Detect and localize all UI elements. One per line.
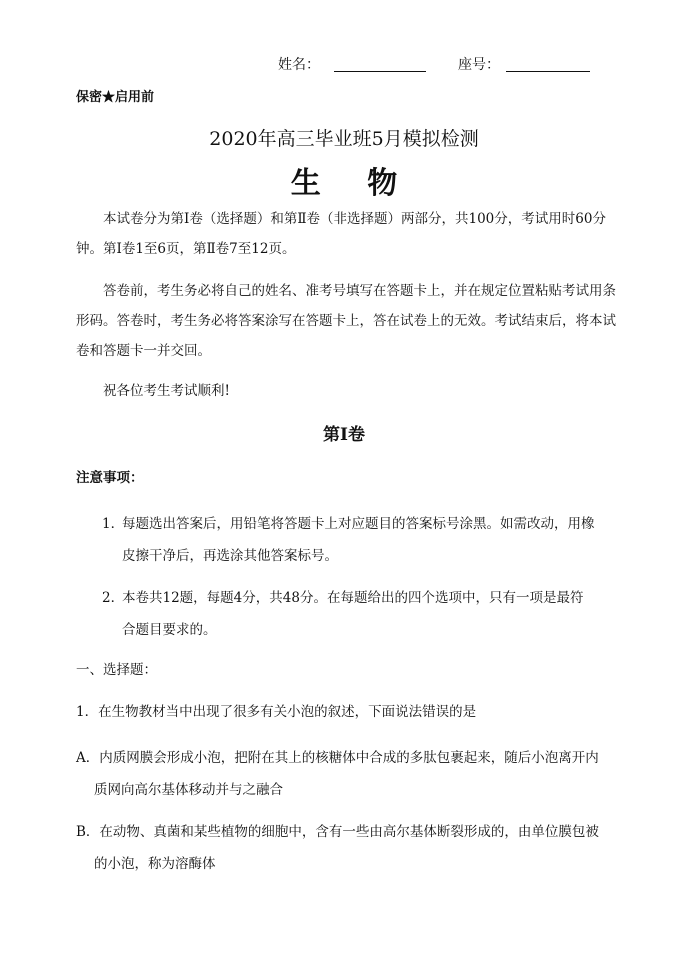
- name-field: [278, 54, 426, 74]
- name-label: 姓名：: [278, 57, 320, 73]
- volume-title: 第Ⅰ卷: [323, 425, 365, 445]
- notice-item: 2．本卷共12题，每题4分，共48分。在每题给出的四个选项中，只有一项是最符 合题目要求的。: [102, 590, 584, 638]
- exam-title: 2020年高三毕业班5月模拟检测: [209, 128, 479, 150]
- question-stem: 1．在生物教材当中出现了很多有关小泡的叙述，下面说法错误的是: [76, 704, 477, 720]
- intro-paragraph-3: 祝各位考生考试顺利!: [103, 383, 230, 399]
- intro-paragraph-1: 本试卷分为第Ⅰ卷（选择题）和第Ⅱ卷（非选择题）两部分，共100分，考试用时60分钟。第Ⅰ卷1至6页，第Ⅱ卷7至12页。: [76, 211, 606, 257]
- section-title: 一、选择题：: [76, 662, 157, 678]
- seat-blank-line: [506, 57, 590, 72]
- question-option-b: B．在动物、真菌和某些植物的细胞中，含有一些由高尔基体断裂形成的，由单位膜包被 的小泡，称为溶酶体: [76, 824, 599, 872]
- secret-mark: 保密★启用前: [76, 90, 155, 105]
- notice-title: 注意事项：: [76, 470, 144, 486]
- subject-title: 生 物: [290, 166, 416, 201]
- question-option-a: A．内质网膜会形成小泡，把附在其上的核糖体中合成的多肽包裹起来，随后小泡离开内 质网向高尔基体移动并与之融合: [76, 750, 599, 798]
- name-blank-line: [334, 57, 426, 72]
- intro-paragraph-2: 答卷前，考生务必将自己的姓名、准考号填写在答题卡上，并在规定位置粘贴考试用条形码。答卷时，考生务必将答案涂写在答题卡上，答在试卷上的无效。考试结束后，将本试卷和答题卡一并交回。: [76, 283, 616, 359]
- seat-field: [458, 54, 590, 74]
- notice-item: 1．每题选出答案后，用铅笔将答题卡上对应题目的答案标号涂黑。如需改动，用橡 皮擦干净后，再选涂其他答案标号。: [102, 516, 595, 564]
- seat-label: 座号：: [458, 57, 500, 73]
